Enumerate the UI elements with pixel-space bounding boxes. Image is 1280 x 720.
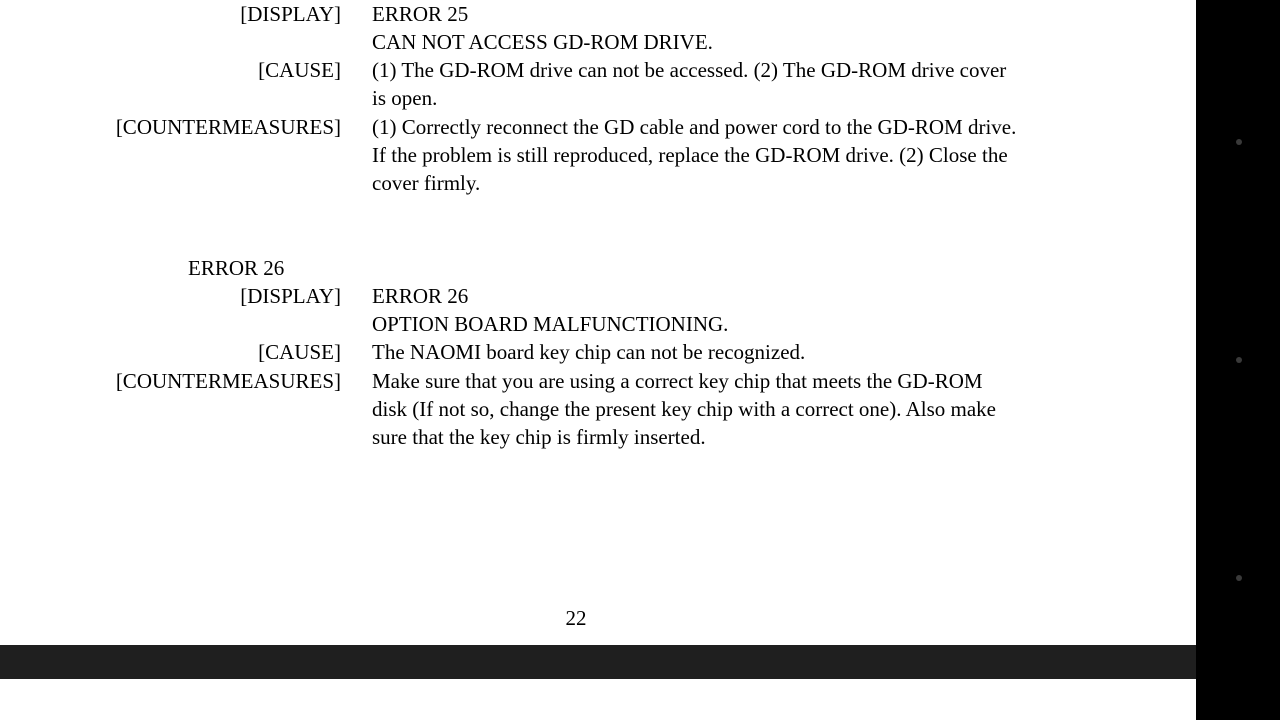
cause-text: [372, 338, 1112, 366]
display-label: [DISPLAY]: [240, 2, 341, 26]
countermeasures-text: [372, 367, 1112, 451]
cause-line: is open.: [372, 86, 438, 110]
countermeasures-line: cover firmly.: [372, 171, 481, 195]
countermeasures-line: (1) Correctly reconnect the GD cable and power cord to the GD-ROM drive.: [372, 115, 1017, 139]
nav-dot-icon[interactable]: [1236, 575, 1242, 581]
page-number: 22: [565, 606, 587, 630]
display-line: ERROR 25: [372, 2, 469, 26]
display-line: CAN NOT ACCESS GD-ROM DRIVE.: [372, 30, 713, 54]
cause-label: [CAUSE]: [258, 58, 341, 82]
display-line: OPTION BOARD MALFUNCTIONING.: [372, 312, 729, 336]
countermeasures-line: If the problem is still reproduced, replace the GD-ROM drive. (2) Close the: [372, 143, 1008, 167]
countermeasures-line: disk (If not so, change the present key chip with a correct one). Also make: [372, 397, 996, 421]
display-text: [372, 0, 1112, 56]
nav-dot-icon[interactable]: [1236, 357, 1242, 363]
cause-line: (1) The GD-ROM drive can not be accessed. (2) The GD-ROM drive cover: [372, 58, 1007, 82]
countermeasures-line: sure that the key chip is firmly inserted.: [372, 425, 706, 449]
side-panel: [1196, 0, 1280, 720]
countermeasures-line: Make sure that you are using a correct key chip that meets the GD-ROM: [372, 369, 983, 393]
cause-text: [372, 56, 1112, 112]
cause-line: The NAOMI board key chip can not be recognized.: [372, 340, 806, 364]
countermeasures-text: [372, 113, 1112, 197]
display-line: ERROR 26: [372, 284, 469, 308]
cause-label: [CAUSE]: [258, 340, 341, 364]
nav-dot-icon[interactable]: [1236, 139, 1242, 145]
display-text: [372, 282, 1112, 338]
countermeasures-label: [COUNTERMEASURES]: [115, 369, 341, 393]
page-separator-bar: [0, 645, 1196, 679]
countermeasures-label: [COUNTERMEASURES]: [115, 115, 341, 139]
error26-heading: ERROR 26: [188, 256, 285, 280]
next-page-preview: [0, 679, 1196, 720]
display-label: [DISPLAY]: [240, 284, 341, 308]
